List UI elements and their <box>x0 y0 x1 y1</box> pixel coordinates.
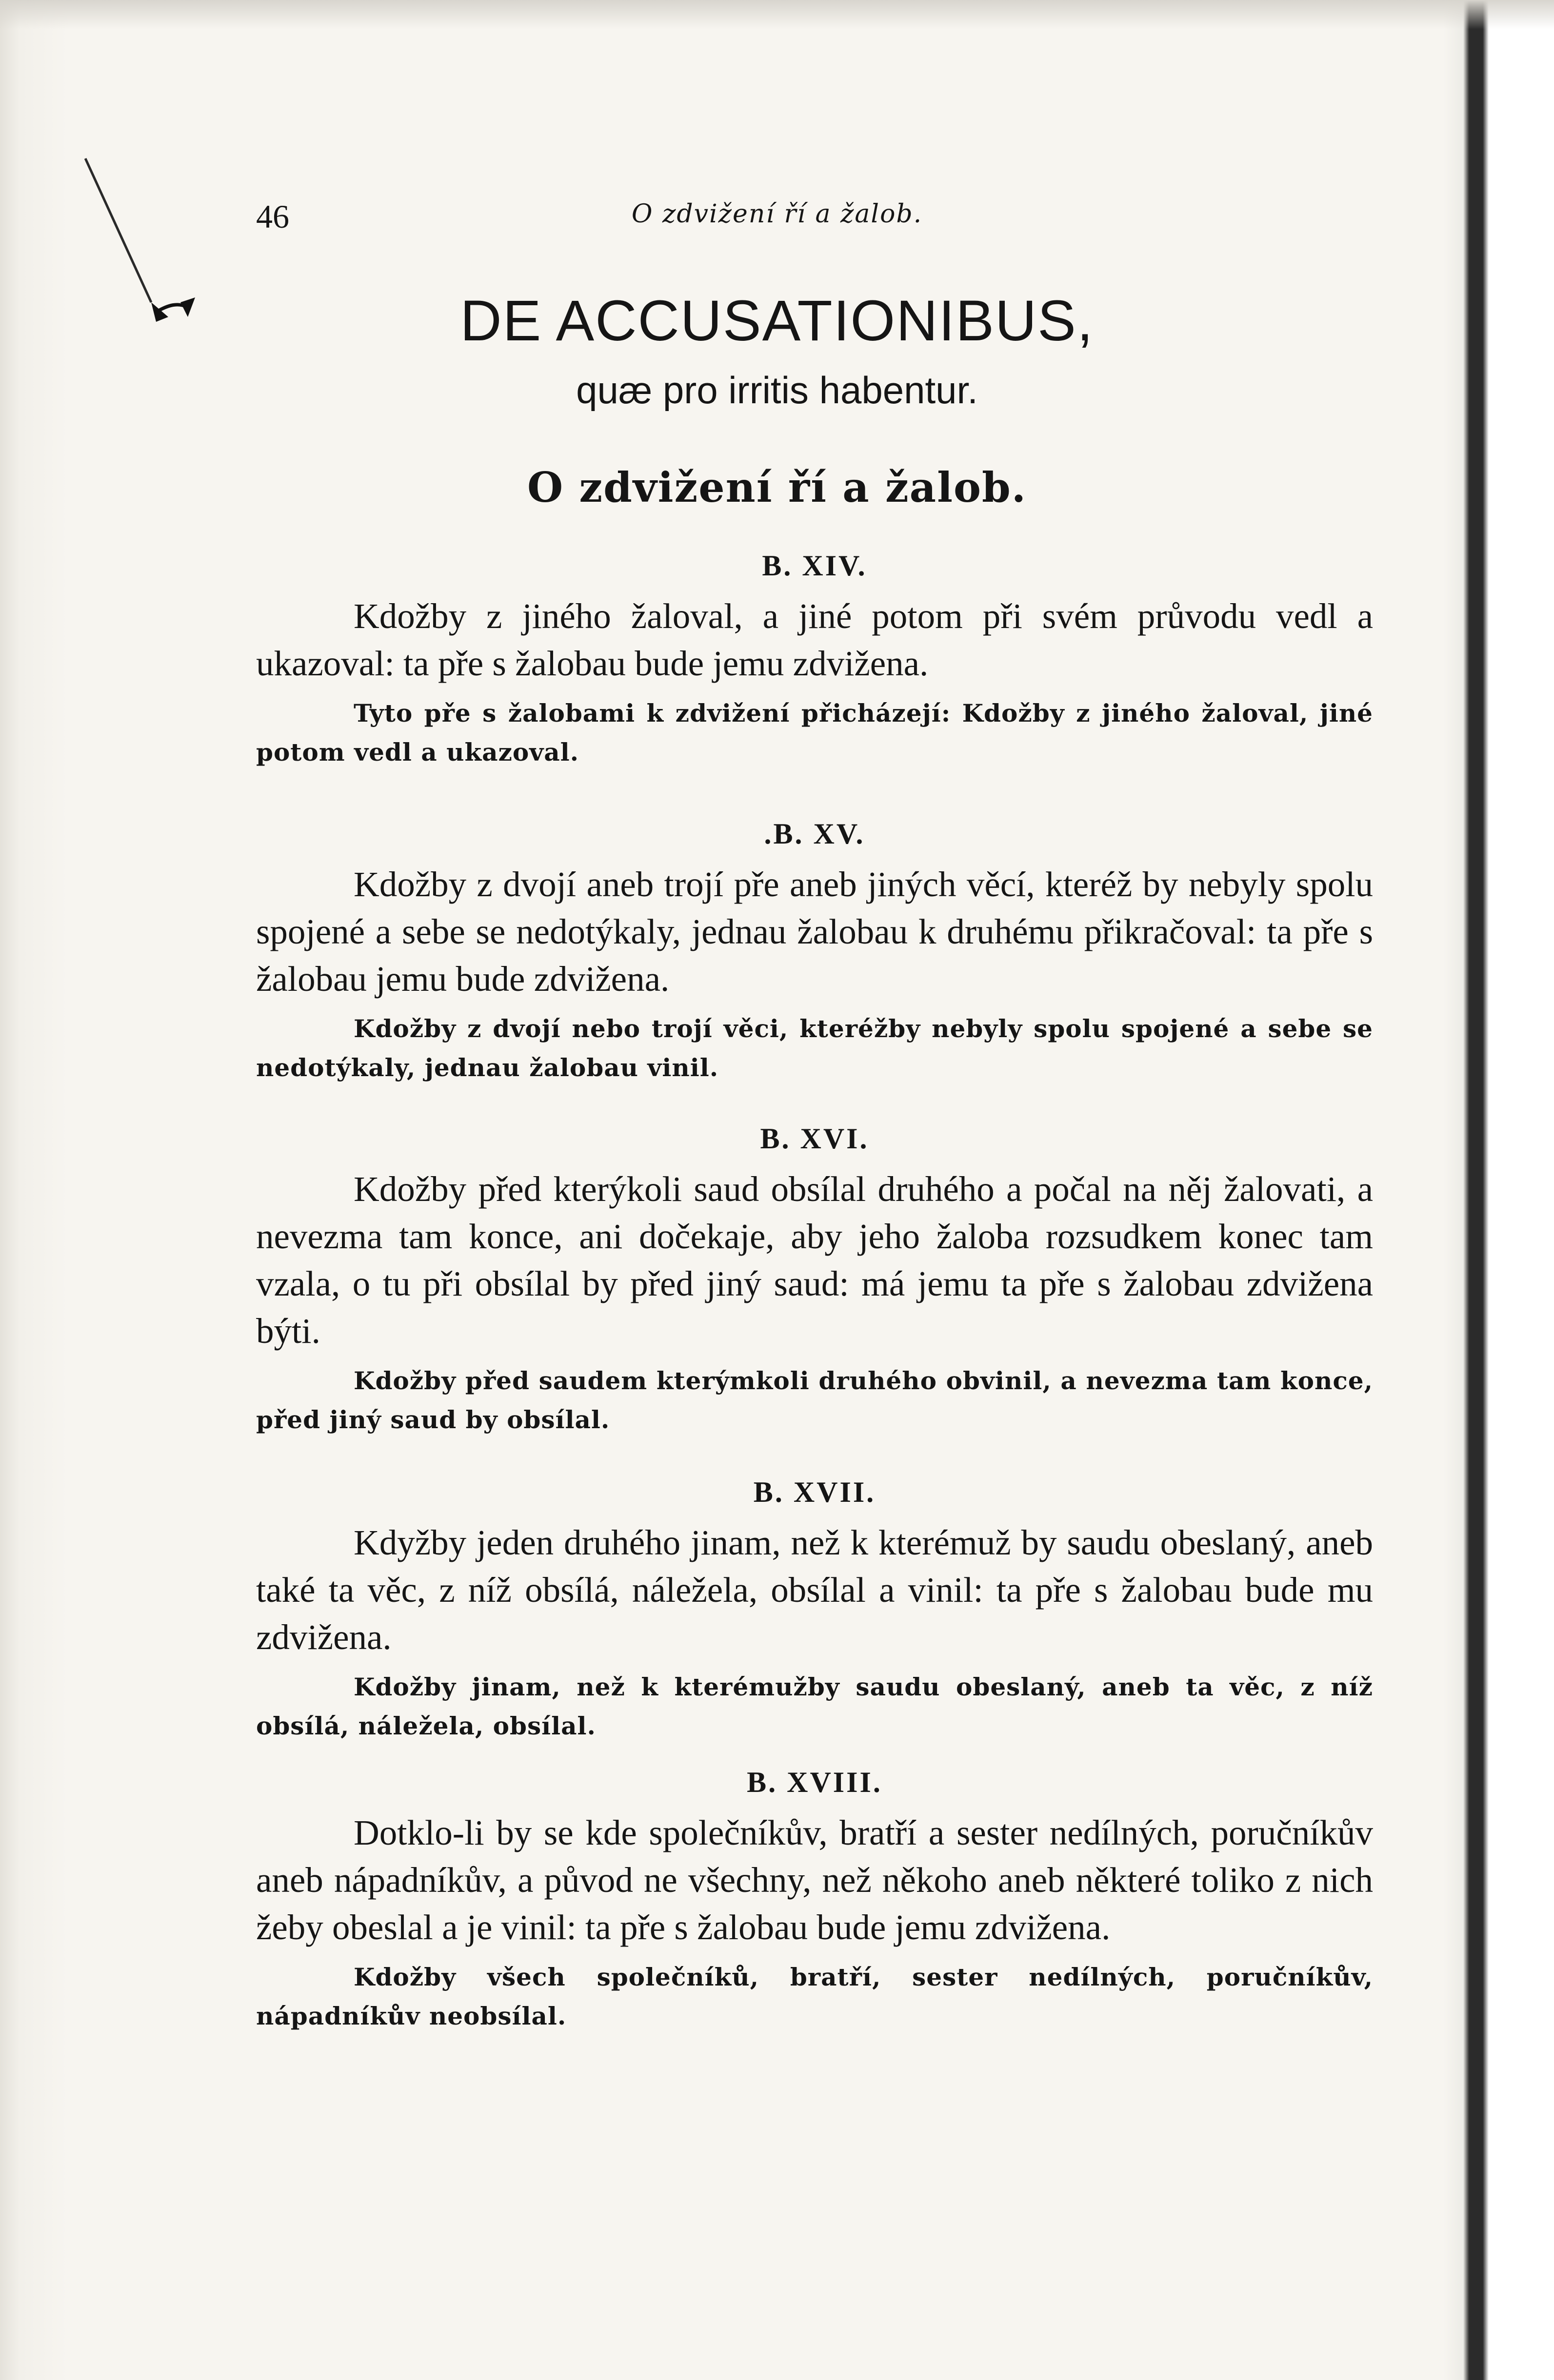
page-edge-shadow <box>0 0 1554 29</box>
section-b-xiv <box>256 544 1373 772</box>
latin-subtitle: quæ pro irritis habentur. <box>576 369 978 412</box>
czech-title: O zdvižení ří a žalob. <box>527 463 1027 511</box>
section-heading: B. XVIII. <box>747 1766 882 1798</box>
section-b-xviii <box>256 1760 1373 2036</box>
section-summary: Tyto pře s žalobami k zdvižení přicházejí: Kdožby z jiného žaloval, jiné potom vedl a ukazoval. <box>256 699 1373 767</box>
section-text: Kdožby z jiného žaloval, a jiné potom při svém průvodu vedl a ukazoval: ta pře s žalobau bude jemu zdvižena. <box>256 596 1373 683</box>
section-b-xvi <box>256 1117 1373 1439</box>
section-heading: .B. XV. <box>764 818 865 850</box>
latin-title: DE ACCUSATIONIBUS, <box>460 289 1094 353</box>
page-number: 46 <box>256 198 289 235</box>
section-summary: Kdožby jinam, než k kterémužby saudu obeslaný, aneb ta věc, z níž obsílá, náležela, obsílal. <box>256 1672 1373 1740</box>
section-b-xvii <box>256 1470 1373 1746</box>
section-summary: Kdožby všech společníků, bratří, sester nedílných, poručníkův, nápadníkův neobsílal. <box>256 1963 1373 2030</box>
section-heading: B. XVII. <box>753 1476 876 1508</box>
section-text: Kdožby před kterýkoli saud obsílal druhého a počal na něj žalovati, a nevezma tam konce, ani dočekaje, aby jeho žaloba rozsudkem konec tam vzala, o tu při obsílal by před jiný saud: má jemu ta pře s žalobau zdvižena býti. <box>256 1169 1373 1351</box>
section-summary: Kdožby před saudem kterýmkoli druhého obvinil, a nevezma tam konce, před jiný saud by obsílal. <box>256 1366 1373 1434</box>
section-text: Dotklo-li by se kde společníkův, bratří a sester nedílných, poručníkův aneb nápadníkův, a původ ne všechny, než někoho aneb některé toliko z nich žeby obeslal a je vinil: ta pře s žalobau bude jemu zdvižena. <box>256 1813 1373 1947</box>
running-title: O zdvižení ří a žalob. <box>631 199 923 229</box>
section-b-xv <box>256 812 1373 1087</box>
running-head <box>0 193 1554 246</box>
section-heading: B. XVI. <box>760 1122 869 1155</box>
section-heading: B. XIV. <box>762 550 867 582</box>
section-text: Kdyžby jeden druhého jinam, než k kterémuž by saudu obeslaný, aneb také ta věc, z níž obsílá, náležela, obsílal a vinil: ta pře s žalobau bude mu zdvižena. <box>256 1523 1373 1657</box>
section-summary: Kdožby z dvojí nebo trojí věci, kteréžby nebyly spolu spojené a sebe se nedotýkaly, jednau žalobau vinil. <box>256 1014 1373 1082</box>
section-text: Kdožby z dvojí aneb trojí pře aneb jiných věcí, kteréž by nebyly spolu spojené a sebe se nedotýkaly, jednau žalobau k druhému přikračoval: ta pře s žalobau jemu bude zdvižena. <box>256 865 1373 999</box>
